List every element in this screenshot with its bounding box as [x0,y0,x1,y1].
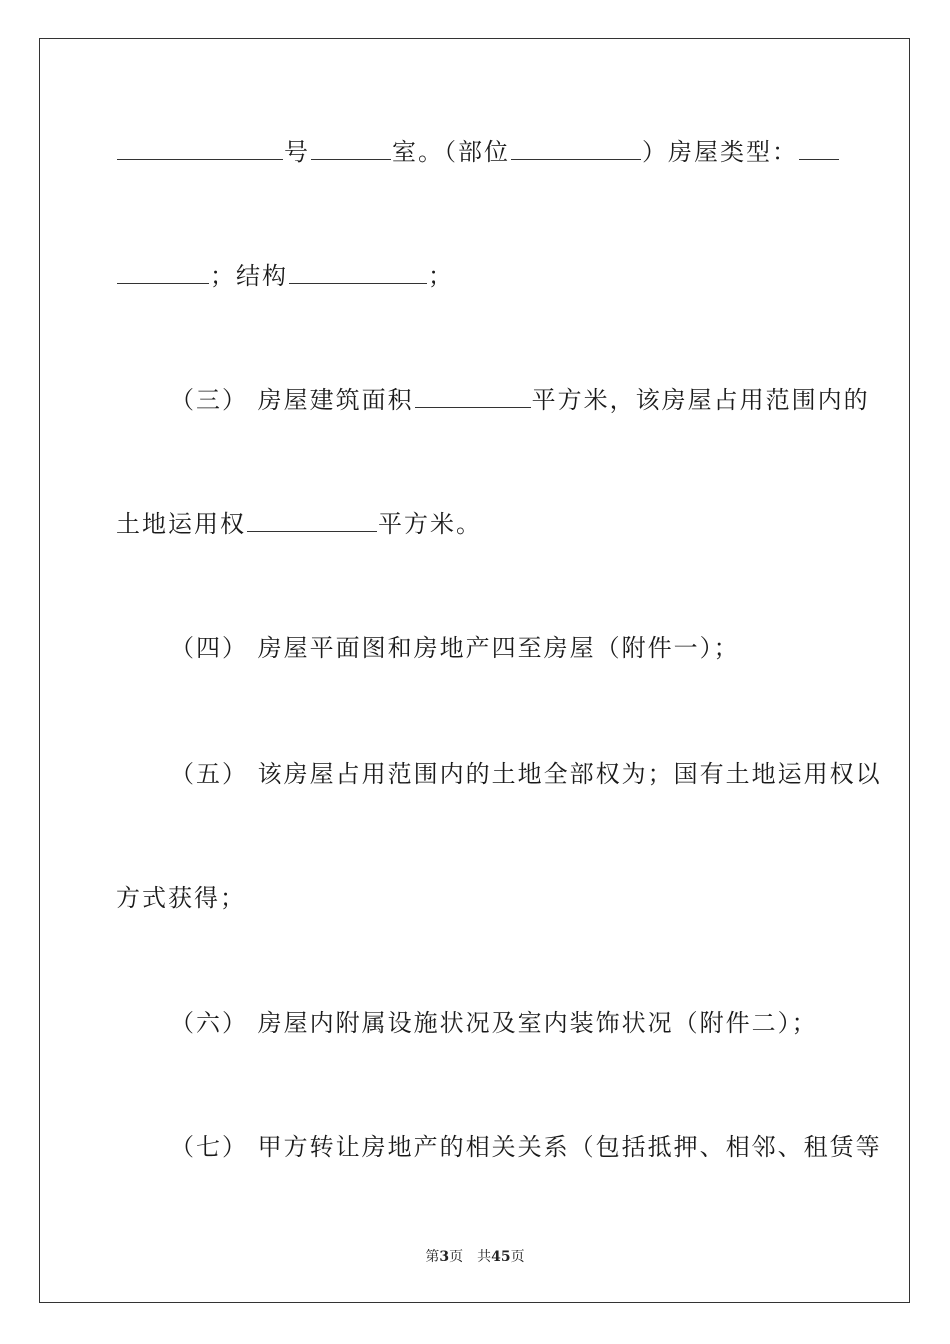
text-segment: ；结构 [210,262,288,290]
text-line-4 [116,509,836,539]
total-label-prefix: 共 [477,1249,492,1265]
text-segment: ）房屋类型： [642,138,798,166]
total-label-suffix: 页 [510,1249,525,1265]
blank-underline [311,137,391,160]
text-segment: （三） 房屋建筑面积 [170,386,414,414]
text-line-6: （五） 该房屋占用范围内的土地全部权为；国有土地运用权以 [170,760,882,788]
page-border [39,38,910,1303]
text-segment: ； [428,262,454,290]
blank-underline [511,137,641,160]
text-line-8: （六） 房屋内附属设施状况及室内装饰状况（附件二）； [170,1009,818,1037]
text-line-5: （四） 房屋平面图和房地产四至房屋（附件一）； [170,634,740,662]
text-line-2 [116,261,836,291]
page-label-prefix: 第 [425,1249,440,1265]
text-segment: 号 [284,138,310,166]
blank-underline [117,261,209,284]
text-segment: 平方米。 [378,510,482,538]
total-pages: 45 [491,1249,511,1265]
text-segment: 室。（部位 [392,138,510,166]
blank-underline [799,137,839,160]
text-line-9: （七） 甲方转让房地产的相关关系（包括抵押、相邻、租赁等 [170,1133,882,1161]
page-label-suffix: 页 [449,1249,464,1265]
blank-underline [247,509,377,532]
page-footer [0,1248,950,1266]
text-segment: 土地运用权 [116,510,246,538]
text-line-7: 方式获得； [116,884,246,912]
blank-underline [117,137,283,160]
blank-underline [415,385,531,408]
page-number: 3 [439,1249,450,1265]
blank-underline [289,261,427,284]
text-segment: 平方米，该房屋占用范围内的 [531,386,870,414]
text-line-1 [116,137,836,167]
text-line-3 [170,385,890,415]
